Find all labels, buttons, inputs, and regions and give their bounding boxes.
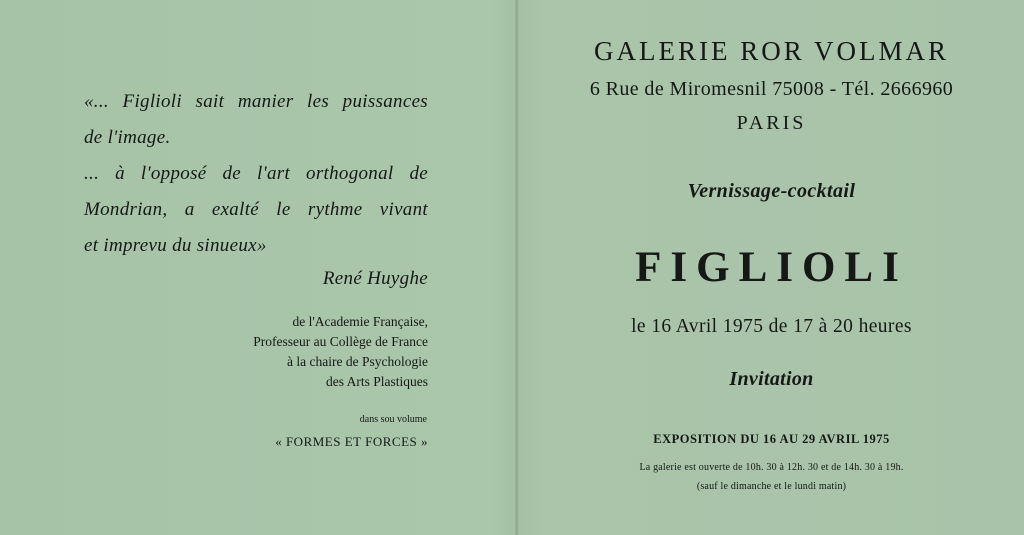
credential-line: à la chaire de Psychologie: [287, 354, 428, 369]
gallery-address: 6 Rue de Miromesnil 75008 - Tél. 2666960: [589, 78, 954, 100]
volume-title: « FORMES ET FORCES »: [275, 434, 428, 449]
exhibition-dates: EXPOSITION DU 16 AU 29 AVRIL 1975: [653, 432, 890, 446]
credential-line: de l'Academie Française,: [292, 314, 428, 329]
quote-paragraph-2: [84, 156, 428, 264]
quote-line: «... Figlioli sait manier les puissances: [84, 91, 428, 112]
credential-line: Professeur au Collège de France: [253, 334, 428, 349]
quote-line: ... à l'opposé de l'art orthogonal de: [84, 163, 428, 184]
artist-name: FIGLIOLI: [635, 244, 908, 291]
quote-line: et imprevu du sinueux»: [84, 235, 267, 256]
event-type: Vernissage-cocktail: [687, 180, 856, 202]
quote-paragraph-1: [84, 84, 428, 156]
opening-hours: La galerie est ouverte de 10h. 30 à 12h. 30 et de 14h. 30 à 19h.: [639, 462, 904, 473]
quote-author: René Huyghe: [322, 268, 428, 289]
closed-days: (sauf le dimanche et le lundi matin): [696, 481, 847, 492]
gallery-name: GALERIE ROR VOLMAR: [593, 36, 949, 66]
right-panel: [519, 0, 1024, 535]
quote-line: de l'image.: [84, 127, 171, 148]
quote-line: Mondrian, a exalté le rythme vivant: [84, 199, 428, 220]
event-date-time: le 16 Avril 1975 de 17 à 20 heures: [631, 316, 912, 337]
credential-line: des Arts Plastiques: [325, 374, 428, 389]
invitation-label: Invitation: [729, 368, 814, 390]
author-credentials: [150, 312, 428, 392]
volume-intro: dans sou volume: [359, 414, 427, 425]
gallery-city: PARIS: [736, 112, 807, 134]
